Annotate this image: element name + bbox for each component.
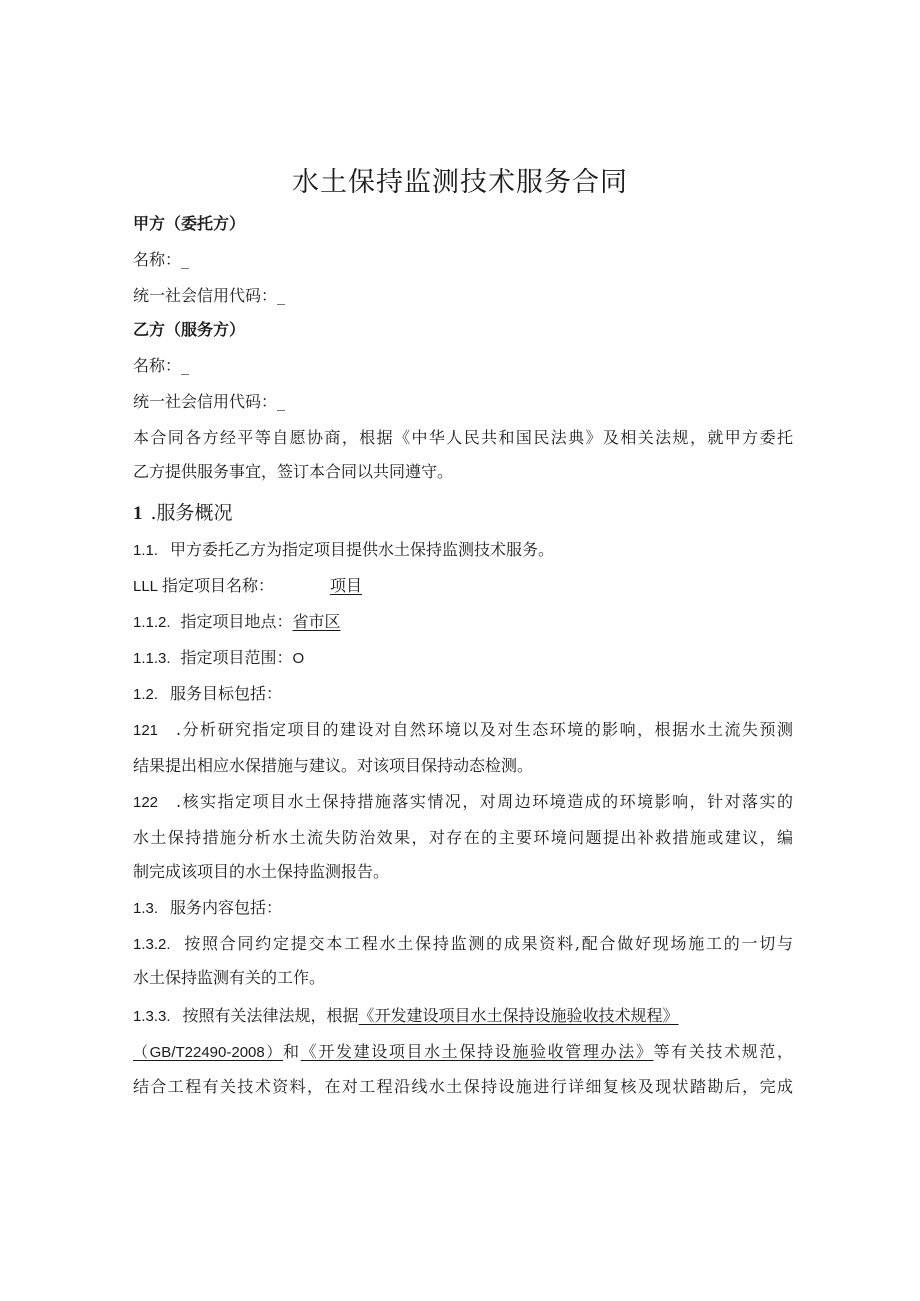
project-scope-value: O — [292, 650, 305, 667]
clause-1-1 — [133, 540, 793, 561]
preamble-line-1: 本合同各方经平等自愿协商，根据《中华人民共和国民法典》及相关法规，就甲方委托 — [133, 428, 793, 447]
party-a-heading: 甲方（委托方） — [133, 214, 246, 233]
clause-text: .核实指定项目水土保持措施落实情况，对周边环境造成的环境影响，针对落实的 — [176, 792, 793, 811]
clause-number: 1.1.3. — [133, 650, 171, 667]
party-a-credit-code: 统一社会信用代码：_ — [133, 286, 286, 305]
clause-1-2-2-line-3: 制完成该项目的水土保持监测报告。 — [133, 862, 390, 881]
party-a-name: 名称：_ — [133, 250, 190, 269]
clause-number: 122 — [133, 794, 159, 811]
clause-number: 121 — [133, 722, 159, 739]
clause-number: 1.3.3. — [133, 1008, 171, 1025]
clause-number: 1.1. — [133, 542, 159, 559]
clause-number: LLL — [133, 578, 159, 595]
document-title: 水土保持监测技术服务合同 — [292, 167, 628, 198]
clause-1-2-1-line-2: 结果提出相应水保措施与建议。对该项目保持动态检测。 — [133, 756, 534, 775]
clause-1-2-2-line-2: 水土保持措施分析水土流失防治效果，对存在的主要环境问题提出补救措施或建议，编 — [133, 828, 793, 847]
clause-number: 1.2. — [133, 686, 159, 703]
clause-1-3-2-line-2: 水土保持监测有关的工作。 — [133, 968, 326, 987]
preamble-line-2: 乙方提供服务事宜，签订本合同以共同遵守。 — [133, 462, 454, 481]
party-b-name: 名称：_ — [133, 356, 190, 375]
clause-1-1-2 — [133, 612, 793, 633]
clause-text: 甲方委托乙方为指定项目提供水土保持监测技术服务。 — [170, 540, 555, 559]
clause-number: 1.3. — [133, 900, 159, 917]
clause-1-3-2-line-1 — [133, 934, 793, 955]
clause-1-2 — [133, 684, 793, 705]
clause-text: 服务内容包括： — [170, 898, 283, 917]
clause-text: 服务目标包括： — [170, 684, 283, 703]
clause-1-2-1-line-1 — [133, 720, 793, 741]
section-1-number: 1 — [133, 503, 143, 524]
section-1-title: .服务概况 — [150, 502, 233, 524]
clause-label: 指定项目范围： — [180, 648, 293, 667]
standard-reference-2: 《开发建设项目水土保持设施验收管理办法》 — [300, 1042, 654, 1061]
clause-label: 指定项目地点： — [180, 612, 293, 631]
clause-number: 1.3.2. — [133, 936, 171, 953]
clause-1-3-3-line-2 — [133, 1042, 793, 1063]
clause-text: 和 — [283, 1042, 301, 1061]
project-name-value: 项目 — [330, 576, 363, 595]
clause-1-3-3-line-3: 结合工程有关技术资料，在对工程沿线水土保持设施进行详细复核及现状踏勘后，完成 — [133, 1077, 793, 1096]
party-b-credit-code: 统一社会信用代码：_ — [133, 392, 286, 411]
clause-1-2-2-line-1 — [133, 792, 793, 813]
clause-label: 指定项目名称： — [162, 576, 275, 595]
clause-text: 按照有关法律法规，根据 — [182, 1006, 359, 1025]
clause-1-3 — [133, 898, 793, 919]
clause-number: 1.1.2. — [133, 614, 171, 631]
clause-text: .分析研究指定项目的建设对自然环境以及对生态环境的影响，根据水土流失预测 — [176, 720, 793, 739]
clause-text: 按照合同约定提交本工程水土保持监测的成果资料,配合做好现场施工的一切与 — [182, 934, 793, 953]
project-location-value: 省市区 — [292, 612, 341, 631]
clause-1-1-1 — [133, 576, 793, 597]
clause-1-1-3 — [133, 648, 793, 669]
standard-reference-1: 《开发建设项目水土保持设施验收技术规程》 — [358, 1006, 679, 1025]
clause-1-3-3-line-1 — [133, 1006, 793, 1027]
standard-code-reference: （GB/T22490-2008） — [133, 1044, 284, 1061]
party-b-heading: 乙方（服务方） — [133, 320, 246, 339]
section-1-heading — [133, 503, 793, 524]
clause-text: 等有关技术规范， — [653, 1042, 793, 1061]
